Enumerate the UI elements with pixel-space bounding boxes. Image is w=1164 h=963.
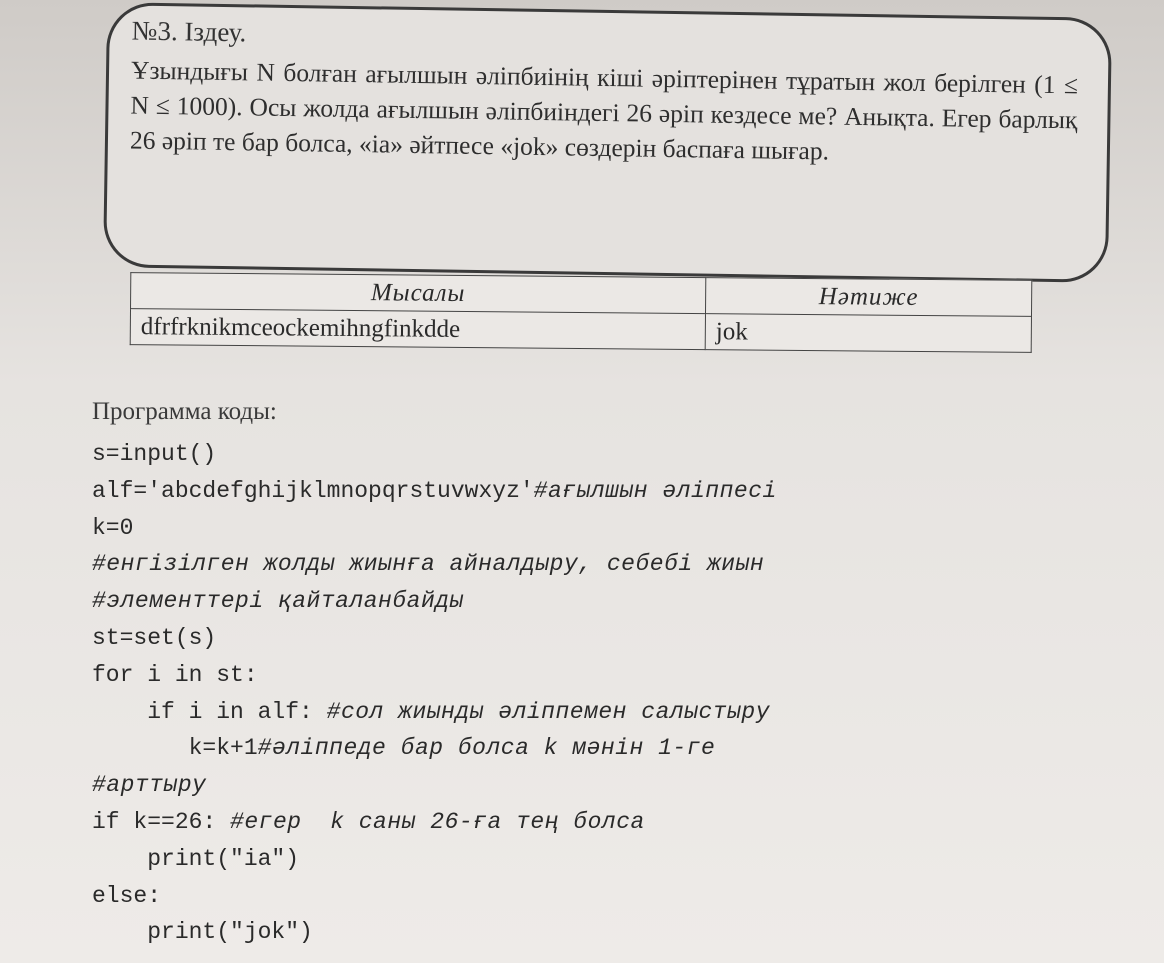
- code-comment: #элементтері қайталанбайды: [92, 588, 464, 615]
- header-example: Мысалы: [131, 273, 706, 314]
- code-line: [92, 767, 777, 804]
- code-comment: #ағылшын әліппесі: [533, 477, 777, 504]
- table-row: [130, 309, 1031, 353]
- program-label: Программа коды:: [92, 398, 277, 425]
- task-text: Ұзындығы N болған ағылшын әліпбиінің кіші әріптерінен тұратын жол берілген (1 ≤ N ≤ 1000). Осы жолда ағылшын әліпбиіндегі 26 әріп кездесе ме? Анықта. Егер барлық 26 әріп те бар болса, «ia» әйтпесе «jok» сөздерін баспаға шығар.: [129, 55, 1079, 166]
- code-text: else:: [92, 882, 162, 909]
- code-text: s=input(): [92, 441, 217, 467]
- code-line: [92, 841, 777, 878]
- code-text: st=set(s): [92, 624, 217, 651]
- code-text: alf='abcdefghijklmnopqrstuvwxyz': [92, 477, 534, 504]
- code-comment: #егер k саны 26-ға тең болса: [230, 808, 645, 835]
- example-result-cell: jok: [705, 314, 1031, 353]
- code-comment: #сол жиынды әліппемен салыстыру: [326, 698, 771, 725]
- code-line: [92, 620, 777, 657]
- task-title: №3. Іздеу.: [131, 15, 247, 48]
- code-comment: #енгізілген жолды жиынға айналдыру, себебі жиын: [92, 551, 765, 578]
- example-table: [130, 272, 1033, 353]
- example-input-cell: dfrfrknikmceockemihngfinkdde: [130, 309, 705, 350]
- code-line: [92, 914, 777, 951]
- code-comment: #арттыру: [92, 772, 207, 799]
- header-result: Нәтиже: [705, 278, 1031, 317]
- code-comment: #әліппеде бар болса k мәнін 1-ге: [257, 735, 716, 762]
- code-line: [92, 473, 777, 510]
- code-line: [92, 436, 777, 473]
- code-line: [92, 878, 777, 915]
- code-text: print("ia"): [92, 845, 300, 872]
- code-text: k=k+1: [92, 735, 258, 762]
- task-box: [103, 2, 1112, 283]
- code-line: [92, 510, 777, 547]
- code-text: if k==26:: [92, 808, 231, 835]
- code-line: [92, 804, 777, 841]
- code-block: [92, 436, 777, 951]
- code-line: [92, 657, 777, 694]
- code-text: print("jok"): [92, 919, 313, 946]
- code-line: [92, 546, 777, 583]
- code-text: if i in alf:: [92, 698, 327, 725]
- code-line: [92, 694, 777, 731]
- code-line: [92, 730, 777, 767]
- code-text: for i in st:: [92, 661, 258, 688]
- code-text: k=0: [92, 514, 134, 541]
- code-line: [92, 583, 777, 620]
